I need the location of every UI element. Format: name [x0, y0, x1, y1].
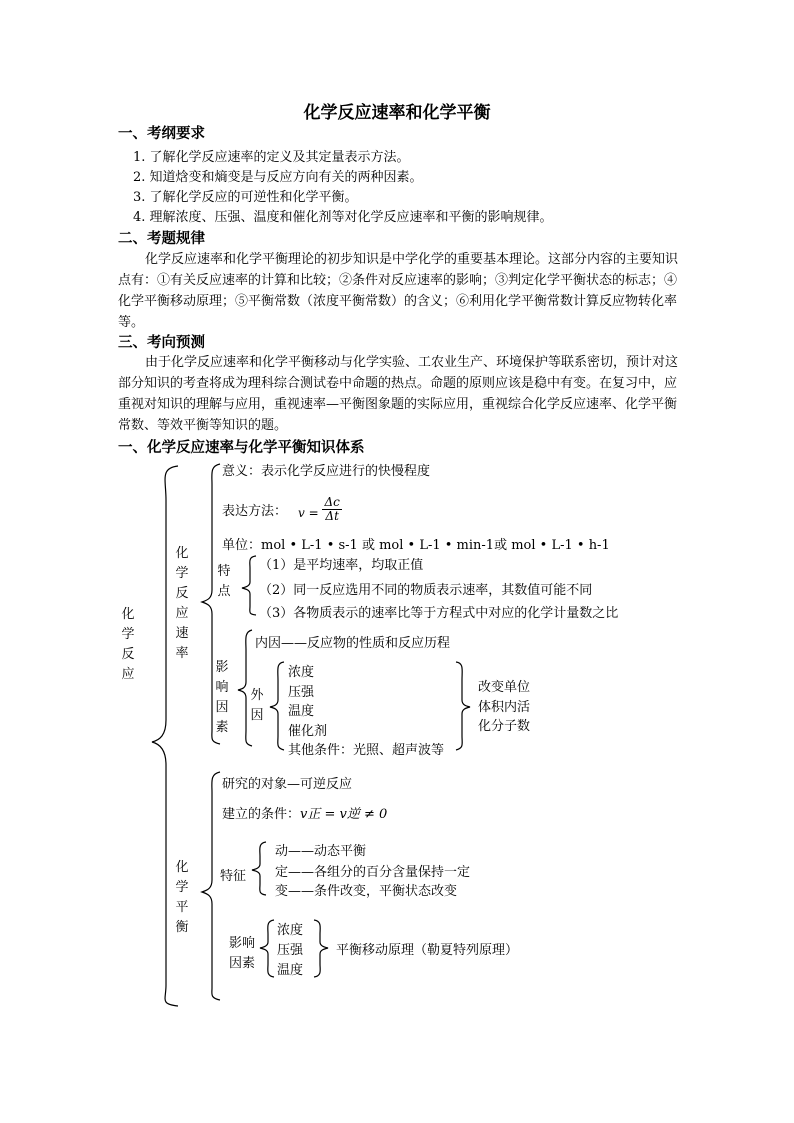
equilibrium-condition [222, 803, 387, 822]
syllabus-item: 4. 理解浓度、压强、温度和催化剂等对化学反应速率和平衡的影响规律。 [133, 210, 553, 225]
external-item: 温度 [288, 704, 315, 719]
formula-numerator: Δc [324, 495, 340, 509]
change-line: 体积内活 [478, 700, 531, 715]
external-label: 外因 [250, 688, 264, 723]
rate-meaning: 意义：表示化学反应进行的快慢程度 [222, 464, 431, 479]
syllabus-item: 3. 了解化学反应的可逆性和化学平衡。 [133, 190, 358, 205]
change-line: 化分子数 [478, 719, 531, 734]
eq-principle: 平衡移动原理（勒夏特列原理） [336, 943, 519, 958]
equilibrium-object: 研究的对象—可逆反应 [222, 777, 353, 792]
condition-math: v正 = v逆 ≠ 0 [300, 807, 388, 822]
eq-factor-item: 压强 [277, 943, 304, 958]
internal-factor: 内因——反应物的性质和反应历程 [255, 636, 451, 651]
formula-denominator: Δt [325, 509, 339, 523]
syllabus-item: 1. 了解化学反应速率的定义及其定量表示方法。 [133, 150, 410, 165]
features-label: 特点 [217, 564, 231, 599]
feature-item: （2）同一反应选用不同的物质表示速率，其数值可能不同 [259, 583, 593, 598]
equilibrium-label: 化学平衡 [175, 860, 189, 935]
page-title: 化学反应速率和化学平衡 [303, 103, 491, 123]
rate-unit-text: mol • L-1 • s-1 或 mol • L-1 • min-1或 mol • L-1 • h-1 [261, 538, 610, 553]
eq-factor-item: 温度 [277, 963, 304, 978]
section-2-paragraph: 化学反应速率和化学平衡理论的初步知识是中学化学的重要基本理论。这部分内容的主要知识点有：①有关反应速率的计算和比较；②条件对反应速率的影响；③判定化学平衡状态的标志；④化学平衡移动原理；⑤平衡常数（浓度平衡常数）的含义；⑥利用化学平衡常数计算反应物转化率等。 [118, 252, 679, 330]
external-item: 其他条件：光照、超声波等 [288, 743, 445, 758]
rate-formula-label: 表达方法： [222, 504, 288, 519]
eq-factors-brace [260, 920, 274, 977]
section-4-heading: 一、化学反应速率与化学平衡知识体系 [118, 439, 365, 456]
rate-label: 化学反应速率 [175, 546, 189, 661]
feature-item: （1）是平均速率，均取正值 [259, 558, 424, 573]
eq-features-label: 特征 [220, 869, 247, 884]
rate-unit-prefix: 单位： [222, 538, 262, 553]
eq-features-brace [252, 842, 266, 895]
syllabus-item: 2. 知道焓变和熵变是与反应方向有关的两种因素。 [133, 170, 423, 185]
section-2-heading: 二、考题规律 [118, 230, 205, 247]
section-3-heading: 三、考向预测 [118, 334, 205, 351]
section-3-paragraph: 由于化学反应速率和化学平衡移动与化学实验、工农业生产、环境保护等联系密切，预计对这部分知识的考查将成为理科综合测试卷中命题的热点。命题的原则应该是稳中有变。在复习中，应重视对知识的理解与应用，重视速率—平衡图象题的实际应用，重视综合化学反应速率、化学平衡常数、等效平衡等知识的题。 [118, 355, 679, 433]
rate-unit [222, 534, 610, 553]
features-brace [242, 556, 256, 615]
external-brace [270, 662, 284, 750]
eq-feature-item: 定——各组分的百分含量保持一定 [275, 865, 471, 880]
external-item: 催化剂 [288, 724, 328, 739]
change-brace [456, 662, 470, 750]
factors-label: 影响因素 [215, 660, 229, 735]
external-item: 浓度 [288, 665, 315, 680]
external-item: 压强 [288, 685, 315, 700]
eq-feature-item: 变——条件改变，平衡状态改变 [275, 884, 458, 899]
section-1-heading: 一、考纲要求 [118, 125, 205, 142]
formula-fraction [322, 496, 341, 523]
root-label: 化学反应 [121, 607, 135, 682]
eq-factor-item: 浓度 [277, 923, 304, 938]
rate-formula [298, 496, 342, 523]
condition-label: 建立的条件： [222, 807, 301, 822]
feature-item: （3）各物质表示的速率比等于方程式中对应的化学计量数之比 [259, 606, 619, 621]
eq-principle-brace [314, 920, 328, 977]
eq-factors-label: 影响因素 [228, 936, 255, 971]
change-line: 改变单位 [478, 680, 531, 695]
equilibrium-brace [202, 772, 220, 1000]
eq-feature-item: 动——动态平衡 [275, 844, 367, 859]
formula-lhs: v = [298, 506, 319, 520]
